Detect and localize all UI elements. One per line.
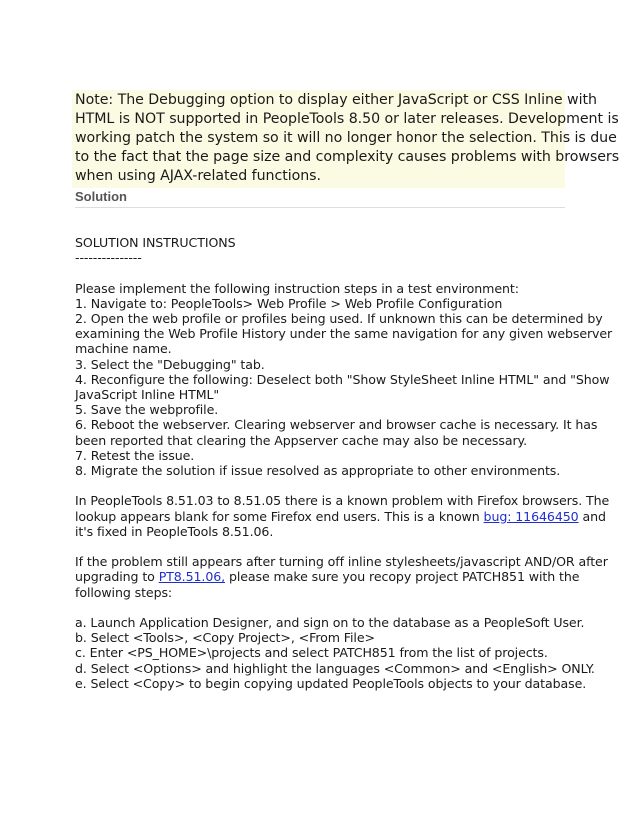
firefox-para-line: it's fixed in PeopleTools 8.51.06. bbox=[75, 523, 274, 539]
step-line: been reported that clearing the Appserver cache may also be necessary. bbox=[75, 432, 528, 448]
step-line: 4. Reconfigure the following: Deselect both "Show StyleSheet Inline HTML" and "Show bbox=[75, 371, 610, 387]
note-line: HTML is NOT supported in PeopleTools 8.50 or later releases. Development is bbox=[75, 111, 619, 127]
firefox-para-text: lookup appears blank for some Firefox end users. This is a known bbox=[75, 508, 484, 524]
step-line: JavaScript Inline HTML" bbox=[75, 387, 220, 403]
step-line: 2. Open the web profile or profiles being used. If unknown this can be determined by bbox=[75, 311, 603, 326]
step-line: machine name. bbox=[75, 341, 172, 357]
step-line: 6. Reboot the webserver. Clearing webserver and browser cache is necessary. It has bbox=[75, 417, 598, 433]
lettered-step: c. Enter <PS_HOME>\projects and select PATCH851 from the list of projects. bbox=[75, 645, 548, 661]
recopy-para-line: following steps: bbox=[75, 584, 173, 600]
lettered-step: e. Select <Copy> to begin copying updated PeopleTools objects to your database. bbox=[75, 675, 587, 691]
firefox-para-line: In PeopleTools 8.51.03 to 8.51.05 there is a known problem with Firefox browsers. The bbox=[75, 493, 610, 509]
recopy-para-line bbox=[75, 569, 580, 585]
lettered-step: b. Select <Tools>, <Copy Project>, <From File> bbox=[75, 630, 375, 646]
firefox-para-line bbox=[75, 508, 606, 524]
recopy-para-text: upgrading to bbox=[75, 569, 159, 585]
step-line: 1. Navigate to: PeopleTools> Web Profile > Web Profile Configuration bbox=[75, 295, 503, 311]
note-line: to the fact that the page size and complexity causes problems with browsers bbox=[75, 149, 620, 165]
instructions-title: SOLUTION INSTRUCTIONS bbox=[75, 235, 236, 250]
instructions-underline: --------------- bbox=[75, 250, 142, 266]
bug-link[interactable]: bug: 11646450 bbox=[483, 508, 579, 524]
debugging-note bbox=[72, 90, 620, 188]
lettered-step: d. Select <Options> and highlight the languages <Common> and <English> ONLY. bbox=[75, 660, 595, 676]
lettered-step: a. Launch Application Designer, and sign on to the database as a PeopleSoft User. bbox=[75, 615, 585, 631]
step-line: 8. Migrate the solution if issue resolved as appropriate to other environments. bbox=[75, 463, 561, 479]
note-line: when using AJAX-related functions. bbox=[75, 168, 321, 184]
solution-heading: Solution bbox=[75, 189, 565, 208]
step-line: 5. Save the webprofile. bbox=[75, 402, 219, 418]
recopy-para-line: If the problem still appears after turning off inline stylesheets/javascript AND/OR after bbox=[75, 554, 608, 570]
step-line: examining the Web Profile History under the same navigation for any given webserver bbox=[75, 326, 613, 342]
spacer bbox=[75, 539, 575, 554]
recopy-para-text: please make sure you recopy project PATCH851 with the bbox=[225, 569, 580, 585]
spacer bbox=[75, 478, 575, 493]
spacer bbox=[75, 265, 575, 280]
step-line: 7. Retest the issue. bbox=[75, 447, 195, 463]
instructions-intro: Please implement the following instruction steps in a test environment: bbox=[75, 280, 519, 296]
solution-body bbox=[75, 235, 613, 691]
note-line: working patch the system so it will no longer honor the selection. This is due bbox=[75, 130, 617, 146]
spacer bbox=[75, 600, 575, 615]
step-line: 3. Select the "Debugging" tab. bbox=[75, 356, 265, 372]
pt-version-link[interactable]: PT8.51.06, bbox=[158, 569, 226, 585]
note-line: Note: The Debugging option to display either JavaScript or CSS Inline with bbox=[75, 92, 597, 108]
firefox-para-text: and bbox=[578, 508, 606, 524]
